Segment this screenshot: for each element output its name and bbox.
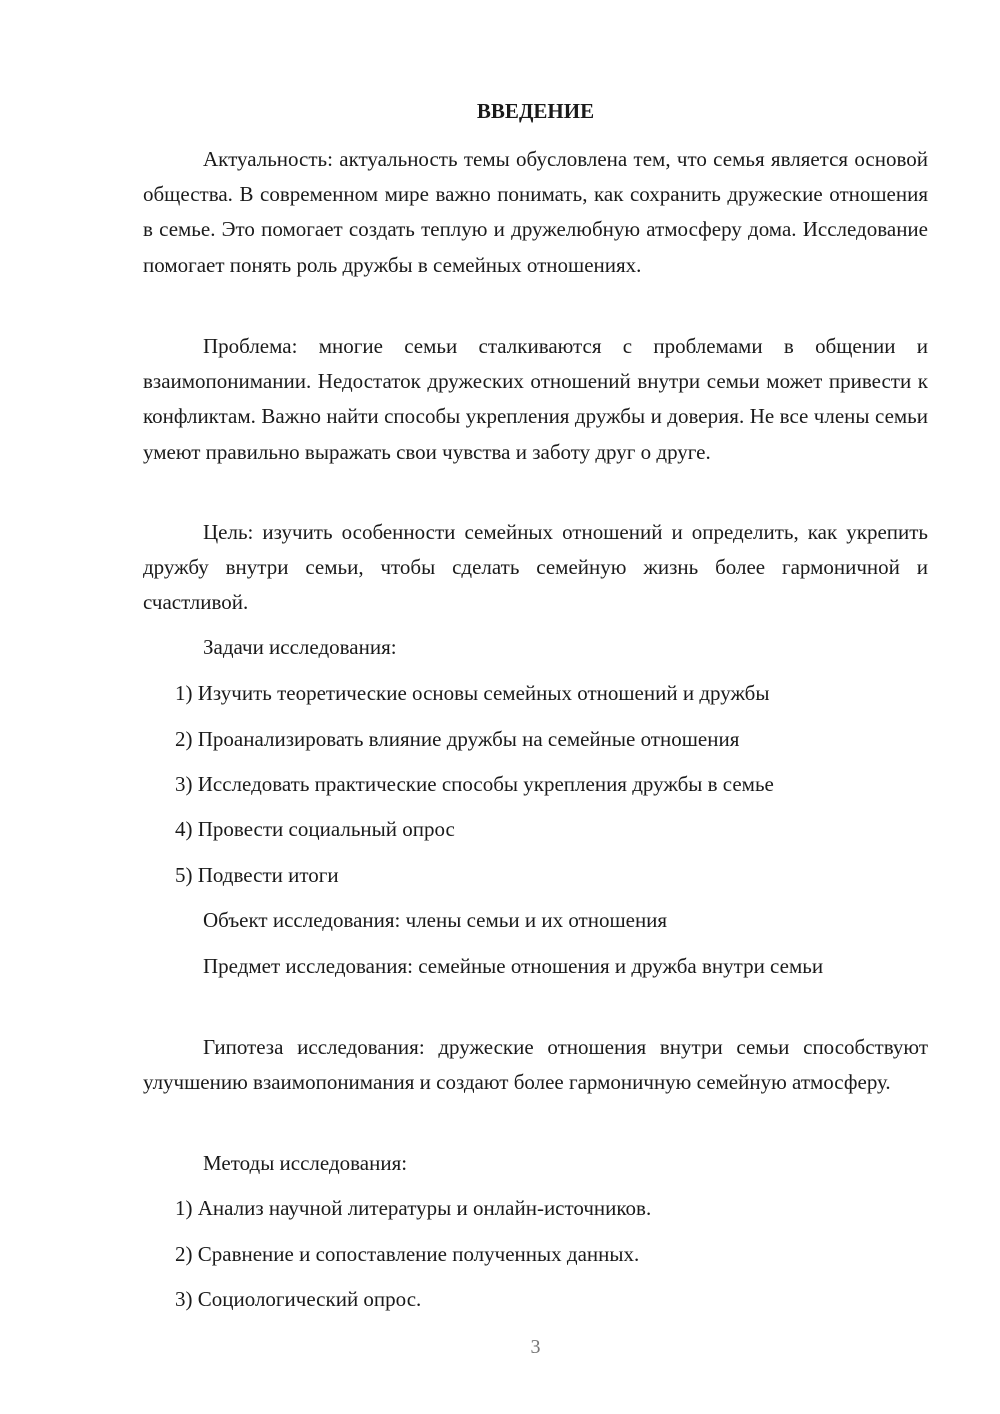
task-item: 2) Проанализировать влияние дружбы на семейные отношения <box>175 727 740 751</box>
method-item: 1) Анализ научной литературы и онлайн-источников. <box>175 1196 652 1220</box>
document-page <box>143 0 928 1414</box>
task-item: 1) Изучить теоретические основы семейных отношений и дружбы <box>175 681 770 705</box>
subject-paragraph: Предмет исследования: семейные отношения и дружба внутри семьи <box>203 954 824 978</box>
relevance-paragraph: Актуальность: актуальность темы обусловлена тем, что семья является основой общества. В современном мире важно понимать, как сохранить дружеские отношения в семье. Это помогает создать теплую и дружелюбную атмосферу дома. Исследование помогает понять роль дружбы в семейных отношениях. <box>143 147 928 277</box>
method-item: 3) Социологический опрос. <box>175 1287 422 1311</box>
page-title: ВВЕДЕНИЕ <box>476 99 595 123</box>
tasks-title: Задачи исследования: <box>203 635 397 659</box>
task-item: 3) Исследовать практические способы укрепления дружбы в семье <box>175 772 774 796</box>
page-number: 3 <box>530 1336 541 1358</box>
task-item: 5) Подвести итоги <box>175 863 339 887</box>
method-item: 2) Сравнение и сопоставление полученных данных. <box>175 1242 640 1266</box>
problem-paragraph: Проблема: многие семьи сталкиваются с проблемами в общении и взаимопонимании. Недостаток дружеских отношений внутри семьи может привести к конфликтам. Важно найти способы укрепления дружбы и доверия. Не все члены семьи умеют правильно выражать свои чувства и заботу друг о друге. <box>143 334 928 464</box>
goal-paragraph: Цель: изучить особенности семейных отношений и определить, как укрепить дружбу внутри семьи, чтобы сделать семейную жизнь более гармоничной и счастливой. <box>143 520 928 615</box>
object-paragraph: Объект исследования: члены семьи и их отношения <box>203 908 668 932</box>
hypothesis-paragraph: Гипотеза исследования: дружеские отношения внутри семьи способствуют улучшению взаимопонимания и создают более гармоничную семейную атмосферу. <box>143 1035 928 1095</box>
task-item: 4) Провести социальный опрос <box>175 817 455 841</box>
methods-title: Методы исследования: <box>203 1151 408 1175</box>
